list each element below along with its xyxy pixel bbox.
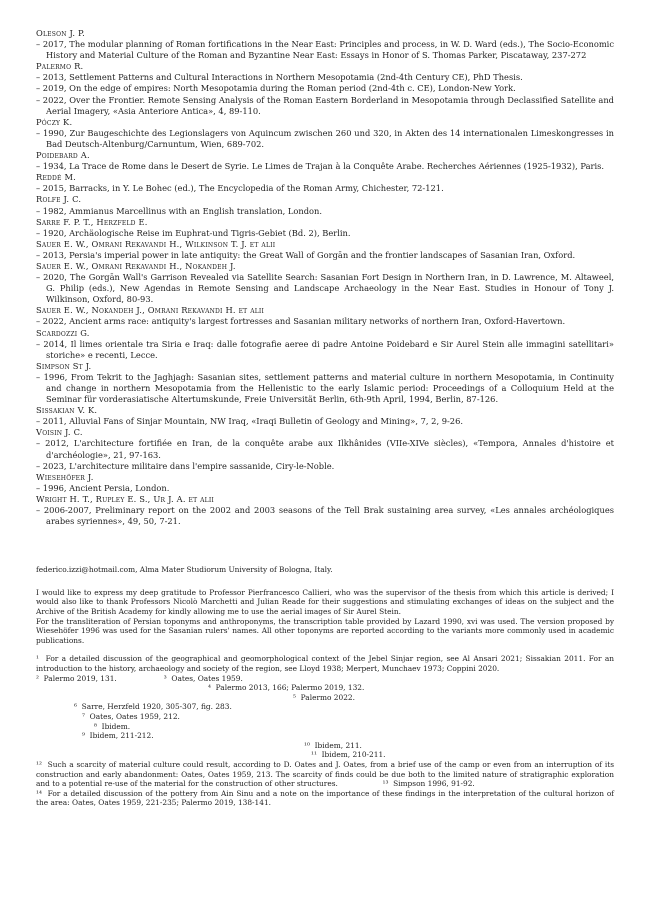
bib-entry: – 2013, Persia's imperial power in late antiquity: the Great Wall of Gorgān and the frontier landscapes of Sasanian Iran, Oxford. (36, 249, 576, 260)
bib-entry: – 2022, Ancient arms race: antiquity's largest fortresses and Sasanian military networks of northern Iran, Oxford-Havertown. (36, 316, 566, 327)
bib-entry: – 2017, The modular planning of Roman fortifications in the Near East: Principles and process, in W. D. Ward (eds.), The Socio-Economic History and Material Culture of the Roman and Byzantine Near East: Essays in Honor of S. Thomas Parker, Piscataway, 237-272 (36, 39, 614, 61)
bib-entry: – 2013, Settlement Patterns and Cultural Interactions in Northern Mesopotamia (2nd-4th Century CE), PhD Thesis. (36, 72, 523, 83)
bib-author: Rolfe J. C. (36, 194, 82, 205)
bib-entry: – 2006-2007, Preliminary report on the 2002 and 2003 seasons of the Tell Brak sustaining area survey, «Les annales archéologiques arabes syriennes», 49, 50, 7-21. (36, 505, 614, 527)
bib-author: Oleson J. P. (36, 28, 85, 38)
bib-entry: – 1982, Ammianus Marcellinus with an English translation, London. (36, 205, 323, 216)
acknowledgements (36, 588, 614, 646)
footnote: ¹⁰ Ibidem, 211. (304, 740, 362, 750)
bib-entry: – 1920, Archäologische Reise im Euphrat-und Tigris-Gebiet (Bd. 2), Berlin. (36, 227, 351, 238)
bib-entry: – 1996, From Tekrit to the Jaghjagh: Sasanian sites, settlement patterns and material culture in northern Mesopotamia, in Continuity and change in northern Mesopotamia from the Hellenistic to the early Islamic period: Proceedings of a Colloquium Held at the Seminar für vorderasiatische Altertumskunde, Freie Universität Berlin, 6th-9th April, 1994, Berlin, 87-126. (36, 371, 614, 405)
footnote: ⁴ Palermo 2013, 166; Palermo 2019, 132. (208, 683, 365, 693)
bib-author: Sauer E. W., Nokandeh J., Omrani Rekavandi H. et alii (36, 305, 265, 316)
footnotes (36, 654, 617, 808)
bib-entry: – 2014, Il limes orientale tra Siria e Iraq: dalle fotografie aeree di padre Antoine Poidebard e Sir Aurel Stein alle immagini satellitari» storiche» e recenti, Lecce. (36, 338, 614, 360)
footnote: ¹⁴ For a detailed discussion of the pottery from Ain Sinu and a note on the importance of these findings in the interpretation of the cultural horizon of the area: Oates, Oates 1959, 221-235; Palermo 2019, 138-141. (36, 788, 617, 808)
footnote: ⁹ Ibidem, 211-212. (82, 731, 154, 741)
bib-entry: – 2020, The Gorgān Wall's Garrison Revealed via Satellite Search: Sasanian Fort Design in Northern Iran, in D. Lawrence, M. Altaweel, G. Philip (eds.), New Agendas in Remote Sensing and Landscape Archaeology in the Near East. Studies in Honour of Tony J. Wilkinson, Oxford, 80-93. (36, 272, 614, 305)
acknowledgement-paragraph: For the transliteration of Persian toponyms and anthroponyms, the transcription table provided by Lazard 1990, xvi was used. The version proposed by Wiesehöfer 1996 was used for the Sasanian rulers' names. All other toponyms are reported according to the variants more commonly used in academic publications. (36, 616, 614, 645)
bib-entry: – 2011, Alluvial Fans of Sinjar Mountain, NW Iraq, «Iraqi Bulletin of Geology and Mining», 7, 2, 9-26. (36, 416, 464, 427)
footnote: ⁶ Sarre, Herzfeld 1920, 305-307, fig. 283. (74, 702, 232, 712)
bib-author: Wiesehöfer J. (36, 471, 94, 482)
footnote: ¹² Such a scarcity of material culture could result, according to D. Oates and J. Oates, from a brief use of the camp or even from an interruption of its construction and early abandonment: Oates, Oates 1959, 213. The scarcity of finds could be due both to the limited nature of stratigraphic exploration and to a potential re-use of the material for the construction of other structures. ¹³ Simpson 1996, 91-92. (36, 759, 617, 789)
bib-author: Voisin J. C. (36, 427, 83, 438)
page (36, 28, 617, 808)
bib-author: Simpson St J. (36, 360, 92, 371)
bib-entry: – 1996, Ancient Persia, London. (36, 482, 170, 493)
bib-author: Scardozzi G. (36, 327, 90, 338)
footnote: ² Palermo 2019, 131. ³ Oates, Oates 1959. (36, 673, 243, 683)
bib-author: Poidebard A. (36, 150, 90, 161)
bib-author: Sarre F. P. T., Herzfeld E. (36, 216, 148, 227)
footnote: ⁸ Ibidem. (94, 721, 131, 731)
bibliography (36, 28, 614, 527)
author-email-line: federico.izzi@hotmail.com, Alma Mater Studiorum University of Bologna, Italy. (36, 565, 333, 575)
bib-entry: – 2022, Over the Frontier. Remote Sensing Analysis of the Roman Eastern Borderland in Mesopotamia through Declassified Satellite and Aerial Imagery, «Asia Anteriore Antica», 4, 89-110. (36, 94, 614, 116)
bib-author: Palermo R. (36, 61, 84, 72)
bib-entry: – 1990, Zur Baugeschichte des Legionslagers von Aquincum zwischen 260 und 320, in Akten des 14 internationalen Limeskongresses in Bad Deutsch-Altenburg/Carnuntum, Wien, 689-702. (36, 127, 614, 149)
bib-author: Wright H. T., Rupley E. S., Ur J. A. et alii (36, 493, 214, 504)
bib-author: Sissakian V. K. (36, 405, 98, 416)
bib-author: Sauer E. W., Omrani Rekavandi H., Nokandeh J. (36, 260, 236, 271)
bib-entry: – 2023, L'architecture militaire dans l'empire sassanide, Ciry-le-Noble. (36, 460, 335, 471)
bib-author: Póczy K. (36, 116, 73, 127)
bib-entry: – 2015, Barracks, in Y. Le Bohec (ed.), The Encyclopedia of the Roman Army, Chichester, 72-121. (36, 183, 444, 194)
footnote: ¹ For a detailed discussion of the geographical and geomorphological context of the Jebel Sinjar region, see Al Ansari 2021; Sissakian 2011. For an introduction to the history, archaeology and society of the region, see Lloyd 1938; Merpert, Munchaev 1973; Coppini 2020. (36, 654, 617, 673)
bib-entry: – 2019, On the edge of empires: North Mesopotamia during the Roman period (2nd-4th c. CE), London-New York. (36, 83, 516, 94)
bib-author: Sauer E. W., Omrani Rekavandi H., Wilkinson T. J. et alii (36, 238, 276, 249)
bib-author: Reddé M. (36, 172, 76, 183)
bib-entry: – 1934, La Trace de Rome dans le Desert de Syrie. Le Limes de Trajan à la Conquête Arabe. Recherches Aériennes (1925-1932), Paris. (36, 161, 605, 172)
footnote: ¹¹ Ibidem, 210-211. (311, 750, 386, 760)
bib-entry: – 2012, L'architecture fortifiée en Iran, de la conquête arabe aux Ilkhânides (VIIe-XIVe siècles), «Tempora, Annales d'histoire et d'archéologie», 21, 97-163. (36, 438, 614, 460)
footnote: ⁵ Palermo 2022. (293, 692, 355, 702)
footnote: ⁷ Oates, Oates 1959, 212. (82, 711, 180, 721)
acknowledgement-paragraph: I would like to express my deep gratitude to Professor Pierfrancesco Callieri, who was the supervisor of the thesis from which this article is derived; I would also like to thank Professors Nicolò Marchetti and Julian Reade for their suggestions and stimulating exchanges of ideas on the subject and the Archive of the British Academy for kindly allowing me to use the aerial images of Sir Aurel Stein. (36, 587, 614, 616)
